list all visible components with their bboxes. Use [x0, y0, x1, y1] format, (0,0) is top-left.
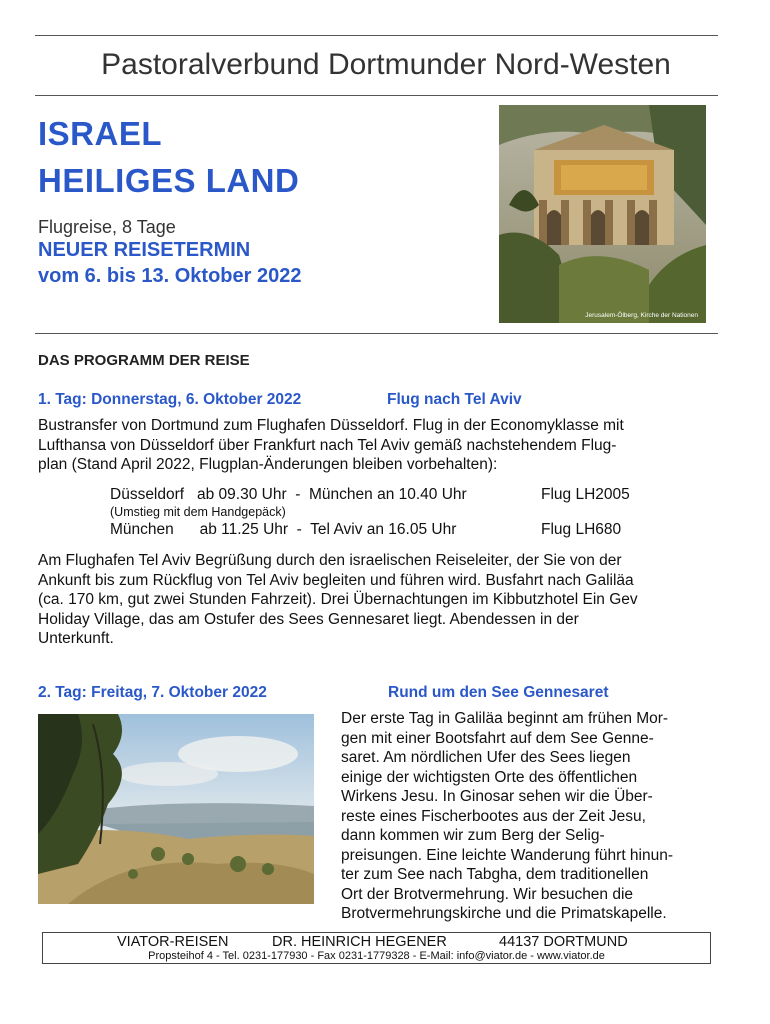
trip-subtitle: Flugreise, 8 Tage	[38, 217, 176, 237]
text-line: saret. Am nördlichen Ufer des Sees liegen	[341, 749, 631, 766]
day1-subtitle: Flug nach Tel Aviv	[387, 391, 522, 408]
text-line: Wirkens Jesu. In Ginosar sehen wir die Über-	[341, 788, 653, 805]
photo-caption: Jerusalem-Ölberg, Kirche der Nationen	[585, 312, 698, 319]
flight-2-number: Flug LH680	[541, 521, 622, 538]
flight-1-number: Flug LH2005	[541, 486, 630, 503]
program-heading: DAS PROGRAMM DER REISE	[38, 352, 250, 369]
header-rule	[35, 95, 718, 96]
flight-1-route: Düsseldorf ab 09.30 Uhr - München an 10.40 Uhr	[110, 486, 467, 503]
text-line: einige der wichtigsten Orte des öffentlichen	[341, 768, 638, 786]
galilee-photo	[38, 714, 314, 904]
footer-contact: Propsteihof 4 - Tel. 0231-177930 - Fax 0231-1779328 - E-Mail: info@viator.de - www.viator.de	[148, 950, 605, 962]
church-photo	[499, 105, 706, 323]
day2-text	[341, 709, 716, 924]
flight-note: (Umstieg mit dem Handgepäck)	[110, 505, 286, 519]
day1-intro	[38, 416, 716, 475]
text-line: Bustransfer von Dortmund zum Flughafen Düsseldorf. Flug in der Economyklasse mit	[38, 417, 624, 434]
title-line-2: HEILIGES LAND	[38, 162, 300, 199]
text-line: Brotvermehrungskirche und die Primatskapelle.	[341, 905, 667, 922]
footer-company: VIATOR-REISEN	[117, 934, 229, 950]
section-rule	[35, 333, 718, 334]
text-line: (ca. 170 km, gut zwei Stunden Fahrzeit). Drei Übernachtungen im Kibbutzhotel Ein Gev	[38, 591, 638, 608]
day1-title: 1. Tag: Donnerstag, 6. Oktober 2022	[38, 391, 302, 408]
footer-person: DR. HEINRICH HEGENER	[272, 934, 447, 950]
text-line: preisungen. Eine leichte Wanderung führt hinun-	[341, 846, 674, 864]
text-line: Ort der Brotvermehrung. Wir besuchen die	[341, 885, 634, 903]
text-line: plan (Stand April 2022, Flugplan-Änderungen bleiben vorbehalten):	[38, 456, 498, 473]
text-line: Unterkunft.	[38, 630, 114, 647]
flight-2-route: München ab 11.25 Uhr - Tel Aviv an 16.05 Uhr	[110, 521, 457, 538]
text-line: Der erste Tag in Galiläa beginnt am frühen Mor-	[341, 710, 669, 727]
new-date-label: NEUER REISETERMIN	[38, 239, 251, 261]
text-line: Lufthansa von Düsseldorf über Frankfurt nach Tel Aviv gemäß nachstehendem Flug-	[38, 436, 617, 454]
day1-details	[38, 551, 716, 649]
text-line: ter zum See nach Tabgha, dem traditionellen	[341, 866, 649, 883]
footer-city: 44137 DORTMUND	[499, 934, 628, 950]
text-line: Holiday Village, das am Ostufer des Sees Gennesaret liegt. Abendessen in der	[38, 610, 579, 628]
text-line: gen mit einer Bootsfahrt auf dem See Genne-	[341, 729, 654, 747]
title-line-1: ISRAEL	[38, 115, 163, 152]
day2-title: 2. Tag: Freitag, 7. Oktober 2022	[38, 684, 267, 701]
date-range: vom 6. bis 13. Oktober 2022	[38, 265, 302, 287]
text-line: dann kommen wir zum Berg der Selig-	[341, 827, 605, 844]
text-line: reste eines Fischerbootes aus der Zeit Jesu,	[341, 807, 646, 825]
text-line: Ankunft bis zum Rückflug von Tel Aviv begleiten und führen wird. Busfahrt nach Galiläa	[38, 571, 634, 589]
footer-box	[42, 932, 711, 964]
organization-name: Pastoralverbund Dortmunder Nord-Westen	[101, 48, 671, 81]
top-rule	[35, 35, 718, 36]
day2-subtitle: Rund um den See Gennesaret	[388, 684, 609, 701]
text-line: Am Flughafen Tel Aviv Begrüßung durch den israelischen Reiseleiter, der Sie von der	[38, 552, 622, 569]
